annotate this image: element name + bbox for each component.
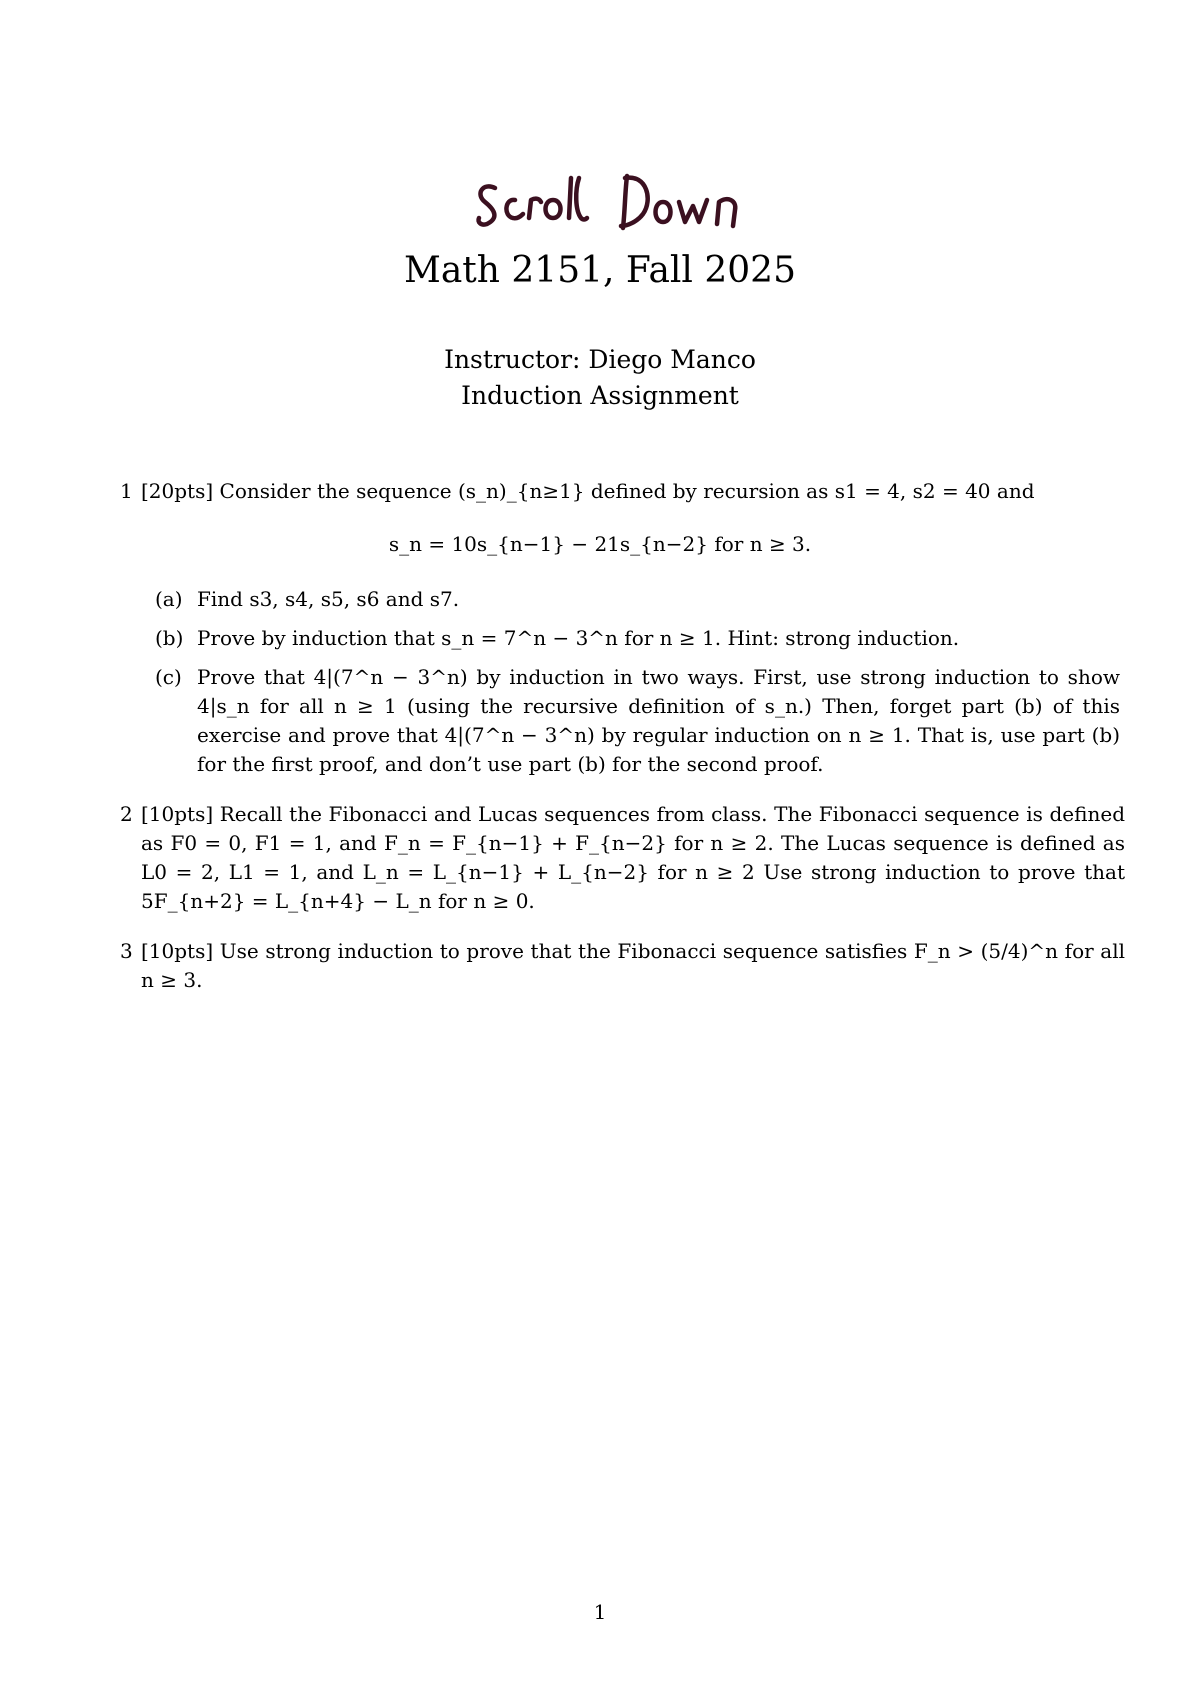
part-label: (b)	[155, 626, 184, 650]
part-text: Prove that 4|(7^n − 3^n) by induction in two ways. First, use strong induction to show 4|s_n for all n ≥ 1 (using the recursive definition of s_n.) Then, forget part (b) of this exercise and prove that 4|(7^n − 3^n) by regular induction on n ≥ 1. That is, use part (b) for the first proof, and don’t use part (b) for the second proof.	[197, 665, 1120, 776]
problem-1-part-a	[155, 585, 1120, 614]
problem-text: [10pts] Use strong induction to prove that the Fibonacci sequence satisfies F_n > (5/4)^n for all n ≥ 3.	[141, 939, 1125, 992]
page-title: Math 2151, Fall 2025	[403, 250, 796, 291]
problem-2	[120, 800, 1125, 916]
problem-text: [20pts] Consider the sequence (s_n)_{n≥1} defined by recursion as s1 = 4, s2 = 40 and	[141, 479, 1035, 503]
part-text: Find s3, s4, s5, s6 and s7.	[197, 587, 460, 611]
part-text: Prove by induction that s_n = 7^n − 3^n for n ≥ 1. Hint: strong induction.	[197, 626, 960, 650]
handwritten-scroll-down-annotation	[475, 170, 775, 245]
problem-3	[120, 937, 1125, 995]
part-label: (a)	[155, 587, 183, 611]
problem-1-part-c	[155, 663, 1120, 779]
recursion-equation: s_n = 10s_{n−1} − 21s_{n−2} for n ≥ 3.	[388, 532, 812, 556]
problem-number: 3	[120, 939, 133, 963]
problem-text: [10pts] Recall the Fibonacci and Lucas sequences from class. The Fibonacci sequence is defined as F0 = 0, F1 = 1, and F_n = F_{n−1} + F_{n−2} for n ≥ 2. The Lucas sequence is defined as L0 = 2, L1 = 1, and L_n = L_{n−1} + L_{n−2} for n ≥ 2 Use strong induction to prove that 5F_{n+2} = L_{n+4} − L_n for n ≥ 0.	[141, 802, 1125, 913]
problem-1-part-b	[155, 624, 1120, 653]
assignment-title: Induction Assignment	[461, 381, 739, 410]
problem-number: 2	[120, 802, 133, 826]
page-number: 1	[593, 1600, 607, 1624]
problem-number: 1	[120, 479, 133, 503]
part-label: (c)	[155, 665, 182, 689]
instructor-line: Instructor: Diego Manco	[444, 345, 756, 374]
problem-1	[120, 477, 1125, 506]
